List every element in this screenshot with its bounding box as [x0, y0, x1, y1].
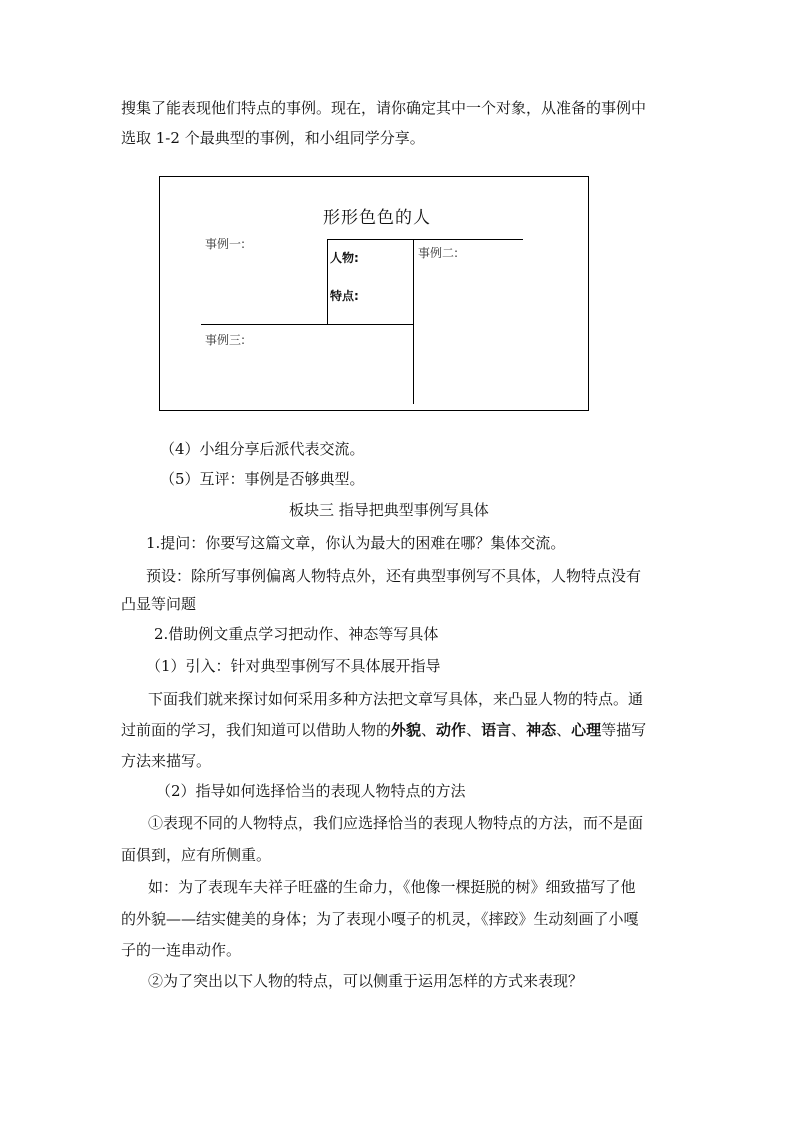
para1-line-1: 下面我们就来探讨如何采用多种方法把文章写具体，来凸显人物的特点。通	[148, 690, 644, 708]
separator: 、	[556, 721, 572, 739]
para2-line-1: ①表现不同的人物特点，我们应选择恰当的表现人物特点的方法，而不是面	[148, 814, 644, 832]
case-three-label: 事例三:	[205, 333, 246, 347]
para2-line-2: 面俱到，应有所侧重。	[121, 846, 272, 864]
para4: ②为了突出以下人物的特点，可以侧重于运用怎样的方式来表现？	[148, 972, 584, 990]
step-4: （4）小组分享后派代表交流。	[160, 440, 365, 458]
para1-line-2	[121, 720, 646, 740]
preset-line-2: 凸显等问题	[121, 595, 197, 613]
para3-line-2: 的外貌——结实健美的身体；为了表现小嘎子的机灵，《摔跤》生动刻画了小嘎	[121, 910, 639, 928]
para1-line-3: 方法来描写。	[121, 752, 212, 770]
trait-label: 特点:	[330, 289, 359, 303]
para1-line2-start: 过前面的学习，我们知道可以借助人物的	[121, 721, 392, 739]
question-2: 2.借助例文重点学习把动作、神态等写具体	[154, 625, 439, 643]
case-two-label: 事例二:	[418, 246, 459, 260]
step-5: （5）互评：事例是否够典型。	[160, 470, 365, 488]
preset-line-1: 预设：除所写事例偏离人物特点外，还有典型事例写不具体，人物特点没有	[146, 567, 642, 585]
para3-line-3: 子的一连串动作。	[121, 941, 242, 959]
figure-title: 形形色色的人	[323, 208, 431, 228]
para3-line-1: 如：为了表现车夫祥子旺盛的生命力，《他像一棵挺脱的树》细致描写了他	[148, 878, 636, 896]
keyword-language: 语言	[481, 721, 512, 739]
separator: 、	[421, 721, 437, 739]
intro-line-2: 选取 1-2 个最典型的事例，和小组同学分享。	[121, 129, 425, 147]
separator: 、	[466, 721, 482, 739]
person-label: 人物:	[330, 251, 359, 265]
divider-left-vertical	[327, 239, 328, 325]
point-1: （1）引入：针对典型事例写不具体展开指导	[146, 657, 441, 675]
keyword-appearance: 外貌	[391, 721, 422, 739]
keyword-expression: 神态	[526, 721, 557, 739]
point-2: （2）指导如何选择恰当的表现人物特点的方法	[156, 782, 466, 800]
separator: 、	[511, 721, 527, 739]
question-1: 1.提问：你要写这篇文章，你认为最大的困难在哪？集体交流。	[146, 534, 566, 552]
keyword-action: 动作	[436, 721, 467, 739]
para1-line2-end: 等描写	[601, 721, 647, 739]
figure-table	[159, 176, 589, 411]
divider-bottom-left	[201, 324, 413, 325]
keyword-psychology: 心理	[571, 721, 602, 739]
section-title: 板块三 指导把典型事例写具体	[289, 501, 489, 519]
divider-top-middle	[327, 239, 523, 240]
case-one-label: 事例一:	[205, 237, 246, 251]
intro-line-1: 搜集了能表现他们特点的事例。现在，请你确定其中一个对象，从准备的事例中	[121, 99, 647, 117]
divider-right-vertical	[413, 239, 414, 404]
